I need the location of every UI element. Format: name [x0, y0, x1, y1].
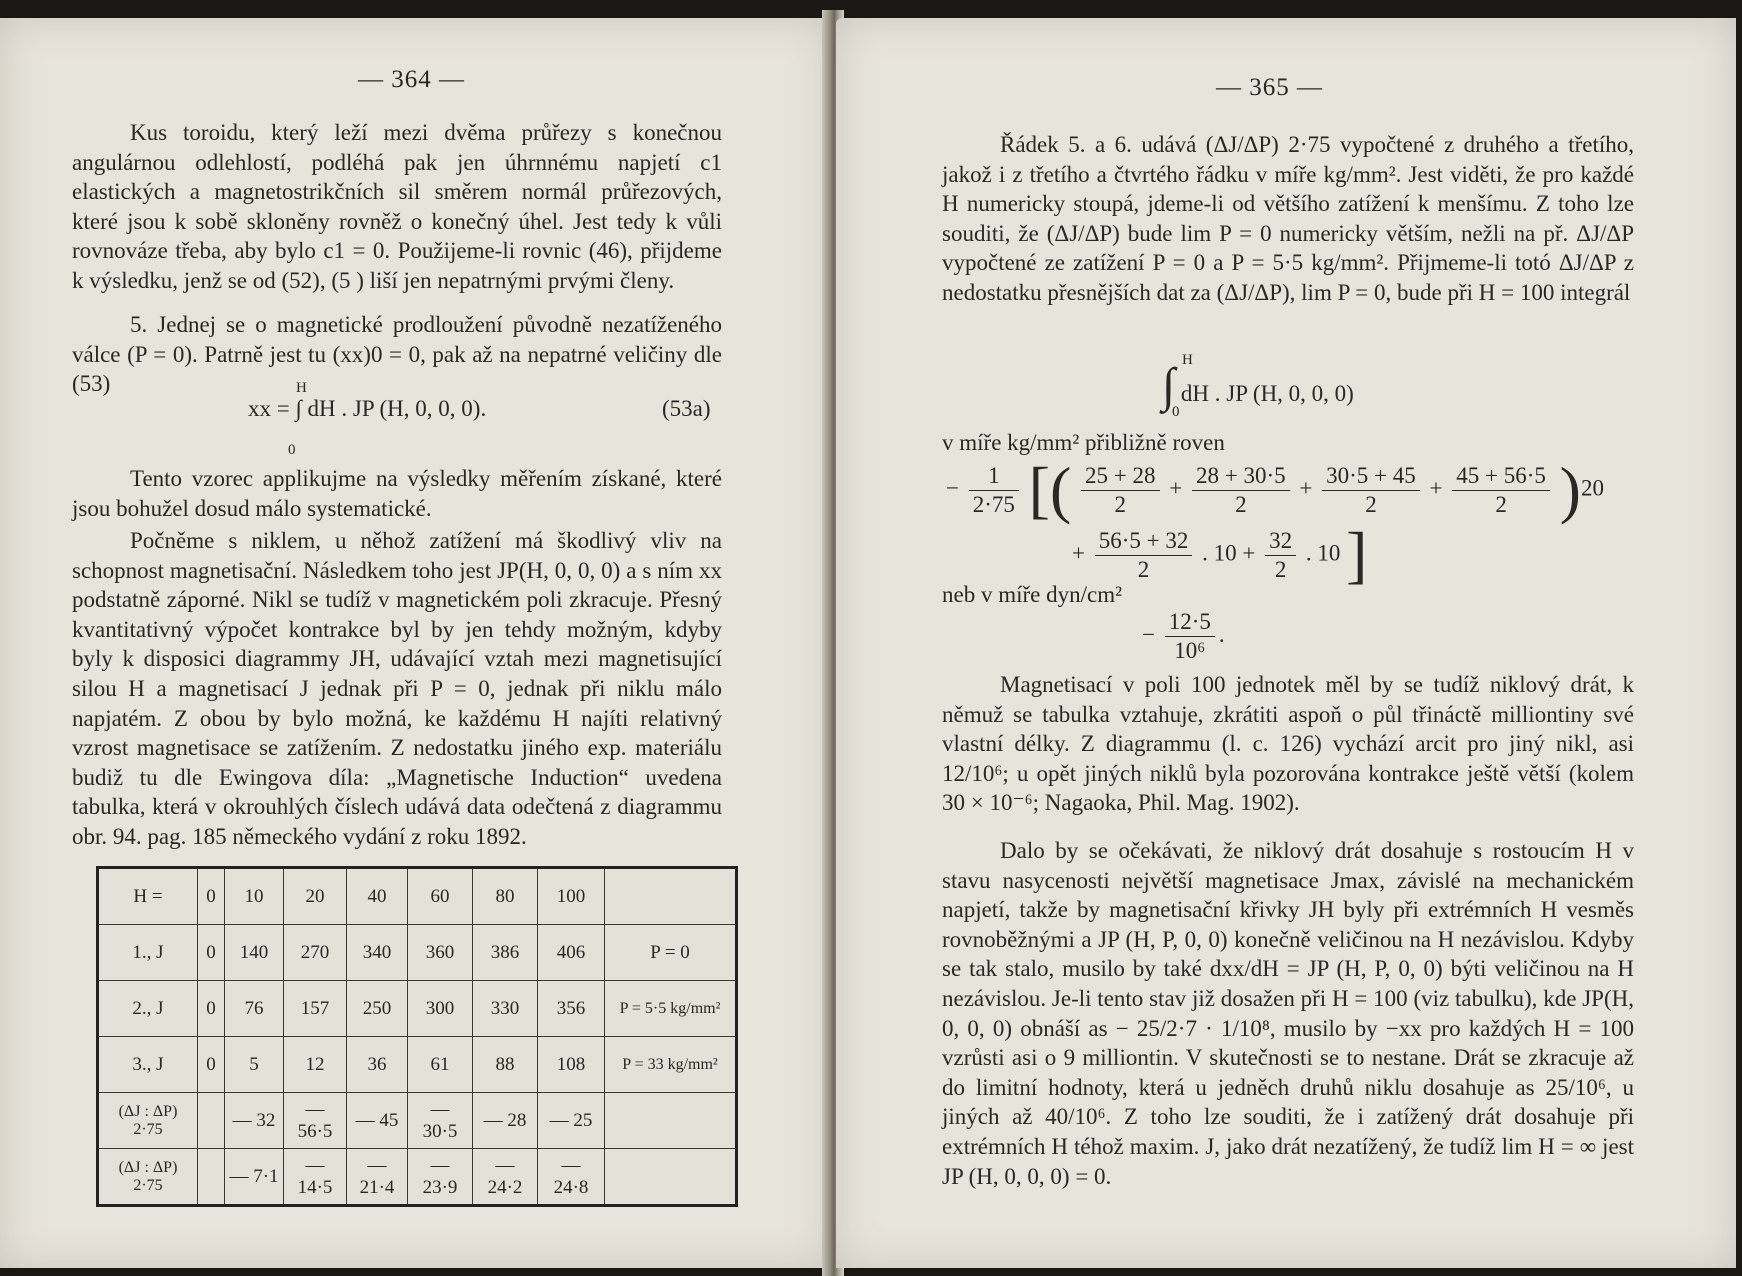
page-number: — 365 —: [1216, 74, 1323, 101]
table-cell: 100: [538, 868, 605, 925]
table-cell: 0: [198, 868, 225, 925]
table-cell: — 24·2: [473, 1149, 538, 1206]
paragraph: 5. Jednej se o magnetické prodloužení původně nezatíženého válce (P = 0). Patrně jest tu (xx)0 = 0, pak až na nepatrné veličiny dle (53): [72, 312, 722, 397]
table-cell: H =: [98, 868, 198, 925]
paragraph: Řádek 5. a 6. udává (ΔJ/ΔP) 2·75 vypočtené z druhého a třetího, jakož i z třetího a čtvrtého řádku v míře kg/mm². Jest viděti, že pro každé H numericky stoupá, jdeme-li od většího zatížení k menšímu. Z toho lze souditi, že (ΔJ/ΔP) bude lim P = 0 numericky větším, nežli na př. ΔJ/ΔP vypočtené ze zatížení P = 0 a P = 5·5 kg/mm². Přijmeme-li totó ΔJ/ΔP z nedostatku přesnějších dat za (ΔJ/ΔP), lim P = 0, bude při H = 100 integrál: [942, 132, 1634, 305]
table-cell: 300: [408, 981, 473, 1037]
fraction: $\frac{25 + 28}{2}$: [1081, 462, 1159, 519]
text-line: v míře kg/mm² přibližně roven: [942, 430, 1225, 455]
table-cell: 80: [473, 868, 538, 925]
table-row: [98, 1093, 737, 1149]
paragraph: Dalo by se očekávati, že niklový drát dosahuje s rostoucím H v stavu nasycenosti největší magnetisace Jmax, závislé na mechanickém napjetí, takže by magnetisační křivky JH byly při extrémních H vesměs rovnoběžnými a JP (H, P, 0, 0) konečně veličinou na H nezávislou. Kdyby se tak stalo, musilo by také dxx/dH = JP (H, P, 0, 0) býti veličinou na H nezávislou. Je-li tento stav již dosažen při H = 100 (viz tabulku), kde JP(H, 0, 0, 0) obnáší as − 25/2·7 · 1/10⁸, musilo by −xx pro každých H = 100 vzrůsti asi o 9 milliontin. V skutečnosti se to nestane. Drát se zkracuje až do limitní hodnoty, která u jedněch druhů niklu dosahuje as 25/10⁶, u jiných až 40/10⁶. Z toho lze souditi, že i zatížený drát dosahuje při extrémních H téhož maxim. J, jako drát nezatížený, že tudíž lim H = ∞ jest JP (H, 0, 0, 0) = 0.: [942, 838, 1634, 1189]
table-cell: 330: [473, 981, 538, 1037]
table-row: [98, 981, 737, 1037]
fraction: $\frac{32}{2}$: [1265, 527, 1296, 584]
table-cell: [605, 868, 737, 925]
table-cell: [605, 1149, 737, 1206]
left-page: [0, 18, 830, 1268]
table-row: [98, 1037, 737, 1093]
table-cell: 0: [198, 1037, 225, 1093]
table-cell: [198, 1149, 225, 1206]
table-cell: 1., J: [98, 925, 198, 981]
table-cell: — 14·5: [284, 1149, 347, 1206]
table-cell: 12: [284, 1037, 347, 1093]
equation-text: xx = ∫ dH . JP (H, 0, 0, 0).: [248, 396, 487, 421]
table-cell: (ΔJ : ΔP) 2·75: [98, 1093, 198, 1149]
paragraph: Počněme s niklem, u něhož zatížení má škodlivý vliv na schopnost magnetisační. Následkem toho jest JP(H, 0, 0, 0) a s ním xx podstatně záporné. Nikl se tudíž v magnetickém poli zkracuje. Přesný kvantitativný výpočet kontrakce byl by jen tehdy možným, kdyby byly k disposici diagrammy JH, udávající vztah mezi magnetisující silou H a magnetisací J jednak při P = 0, jednak při niklu málo napjatém. Z obou by bylo možná, ke každému H najíti relativný vzrost magnetisace se zatížením. Z nedostatku jiného exp. materiálu budiž tu dle Ewingova díla: „Magnetische Induction“ uvedena tabulka, která v okrouhlých číslech udává data odečtená z diagrammu obr. 94. pag. 185 německého vydání z roku 1892.: [72, 528, 722, 849]
equation-upper-limit: H: [296, 380, 307, 396]
table-cell: 340: [347, 925, 408, 981]
table-row: [98, 1149, 737, 1206]
page-number: — 364 —: [358, 66, 465, 93]
formula-continuation: + $\frac{56\cdot 5 + 32}{2}$ . 10 + $\frac{32}{2}$ . 10 ]: [1072, 519, 1368, 590]
table-cell: — 56·5: [284, 1093, 347, 1149]
table-cell: — 28: [473, 1093, 538, 1149]
table-cell: 406: [538, 925, 605, 981]
table-cell: 108: [538, 1037, 605, 1093]
table-cell: 2., J: [98, 981, 198, 1037]
table-cell: — 24·8: [538, 1149, 605, 1206]
right-page: [836, 18, 1736, 1268]
table-cell: — 23·9: [408, 1149, 473, 1206]
table-cell: 61: [408, 1037, 473, 1093]
equation-lower-limit: 0: [288, 442, 296, 458]
table-cell: 250: [347, 981, 408, 1037]
table-cell: 5: [225, 1037, 284, 1093]
table-header-row: [98, 868, 737, 925]
table-cell: 140: [225, 925, 284, 981]
table-cell: 76: [225, 981, 284, 1037]
integral: [1162, 359, 1354, 412]
paragraph: Kus toroidu, který leží mezi dvěma průřezy s konečnou angulárnou odlehlostí, podléhá pak jen úhrnnému napjetí c1 elastických a magnetostrikčních sil směrem normál průřezových, které jsou k sobě skloněny rovněž o konečný úhel. Jest tedy k vůli rovnováze třeba, aby bylo c1 = 0. Použijeme-li rovnic (46), přijdeme k výsledku, jenž se od (52), (5 ) liší jen nepatrnými prvými členy.: [72, 120, 722, 293]
result-fraction: − $\frac{12\cdot 5}{\text{10⁶}}$ .: [1142, 609, 1225, 663]
integral-text: dH . JP (H, 0, 0, 0): [1180, 381, 1354, 406]
table-cell: — 7·1: [225, 1149, 284, 1206]
integral-upper-limit: H: [1182, 352, 1193, 368]
table-cell: 386: [473, 925, 538, 981]
table-cell: — 25: [538, 1093, 605, 1149]
table-cell: — 45: [347, 1093, 408, 1149]
table-cell: 3., J: [98, 1037, 198, 1093]
integral-sign: ∫: [1162, 359, 1176, 412]
table-row: [98, 925, 737, 981]
table-cell: — 32: [225, 1093, 284, 1149]
table-cell: — 21·4: [347, 1149, 408, 1206]
table-cell: — 30·5: [408, 1093, 473, 1149]
table-cell: 270: [284, 925, 347, 981]
fraction: $\frac{56\cdot 5 + 32}{2}$: [1095, 527, 1193, 584]
table-cell: 10: [225, 868, 284, 925]
equation: [248, 396, 486, 422]
fraction: $\frac{28 + 30\cdot 5}{2}$: [1192, 462, 1290, 519]
formula-bracket: − $\frac{1}{2\cdot 75}$ [( $\frac{25 + 28}{2}$ + $\frac{28 + 30\cdot 5}{2}$ + $\frac{30\cdot 5 + 45}{2}$ + $\frac{45 + 56\cdot 5}{2}$ )20: [946, 454, 1604, 525]
data-table: [96, 866, 738, 1207]
table-cell: 88: [473, 1037, 538, 1093]
paragraph: Magnetisací v poli 100 jednotek měl by se tudíž niklový drát, k němuž se tabulka vztahuje, zkrátiti aspoň o půl třináctě milliontiny své vlastní délky. Z diagrammu (l. c. 126) vychází arcit pro jiný nikl, asi 12/10⁶; u opět jiných niklů byla pozorována kontrakce ještě větší (kolem 30 × 10⁻⁶; Nagaoka, Phil. Mag. 1902).: [942, 672, 1634, 816]
table-cell: [605, 1093, 737, 1149]
table-cell: (ΔJ : ΔP) 2·75: [98, 1149, 198, 1206]
equation-number: (53a): [662, 396, 711, 421]
fraction: $\frac{45 + 56\cdot 5}{2}$: [1452, 462, 1550, 519]
table-cell: P = 0: [605, 925, 737, 981]
table-cell: 20: [284, 868, 347, 925]
table-cell: 157: [284, 981, 347, 1037]
table-cell: [198, 1093, 225, 1149]
table-cell: P = 33 kg/mm²: [605, 1037, 737, 1093]
fraction: $\frac{12\cdot 5}{\text{10⁶}}$: [1165, 608, 1215, 665]
table-cell: 360: [408, 925, 473, 981]
table-cell: P = 5·5 kg/mm²: [605, 981, 737, 1037]
table-cell: 40: [347, 868, 408, 925]
fraction: $\frac{1}{2\cdot 75}$: [969, 462, 1019, 519]
paragraph: Tento vzorec applikujme na výsledky měřením získané, které jsou bohužel dosud málo systematické.: [72, 466, 722, 521]
integral-lower-limit: 0: [1172, 404, 1180, 420]
table-cell: 36: [347, 1037, 408, 1093]
text-line: neb v míře dyn/cm²: [942, 582, 1122, 607]
table-cell: 0: [198, 925, 225, 981]
table-cell: 60: [408, 868, 473, 925]
table-cell: 0: [198, 981, 225, 1037]
fraction: $\frac{30\cdot 5 + 45}{2}$: [1322, 462, 1420, 519]
table-cell: 356: [538, 981, 605, 1037]
